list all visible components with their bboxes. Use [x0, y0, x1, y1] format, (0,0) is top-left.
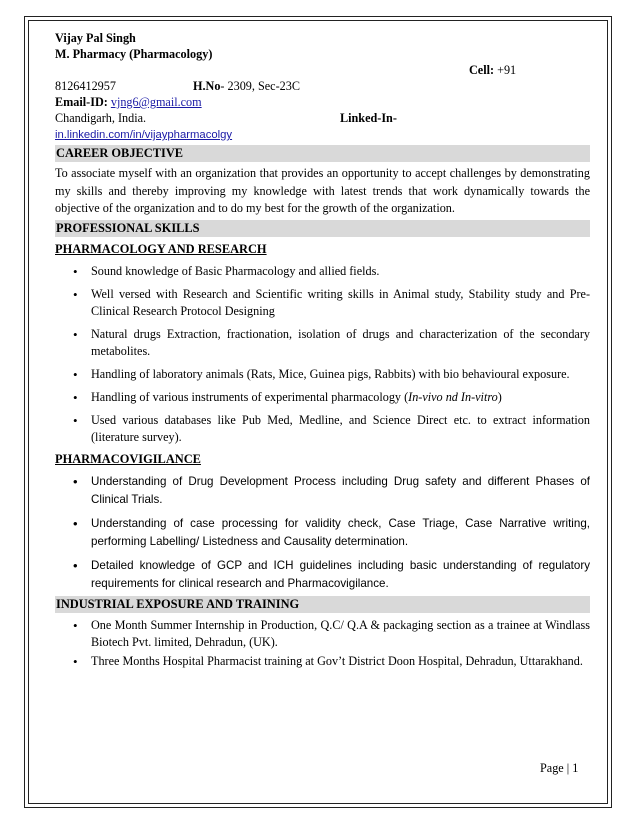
- list-item: • Sound knowledge of Basic Pharmacology and allied fields.: [73, 263, 380, 279]
- bullet-icon: •: [73, 557, 78, 573]
- pharmacology-skills-list: [55, 263, 590, 446]
- phone-number: 8126412957: [55, 79, 116, 93]
- house-label: H.No: [193, 79, 221, 93]
- list-item: • Natural drugs Extraction, fractionation, isolation of drugs and characterization of the secondary metabolites.: [73, 326, 590, 358]
- list-item: • Well versed with Research and Scientific writing skills in Animal study, Stability study and Pre-Clinical Research Protocol Designing: [73, 286, 590, 318]
- list-item: • Understanding of case processing for validity check, Case Triage, Case Narrative writing, performing Labelling/ Listedness and Causality determination.: [73, 515, 590, 548]
- invivo-text: In-vivo nd In-vitro: [408, 389, 498, 404]
- bullet-icon: •: [73, 286, 78, 302]
- candidate-degree: M. Pharmacy (Pharmacology): [55, 47, 213, 61]
- bullet-icon: •: [73, 412, 78, 428]
- city-line: [55, 110, 590, 126]
- bullet-icon: •: [73, 617, 78, 633]
- list-item: • Detailed knowledge of GCP and ICH guidelines including basic understanding of regulatory requirements for clinical research and Pharmacovigilance.: [73, 557, 590, 590]
- bullet-icon: •: [73, 515, 78, 531]
- city: Chandigarh, India.: [55, 111, 147, 125]
- house-value: - 2309, Sec-23C: [220, 79, 300, 93]
- bullet-icon: •: [73, 326, 78, 342]
- career-objective-heading: CAREER OBJECTIVE: [55, 145, 590, 162]
- list-item: • Three Months Hospital Pharmacist training at Gov’t District Doon Hospital, Dehradun, Uttarakhand.: [73, 653, 583, 669]
- pharmacology-research-heading: PHARMACOLOGY AND RESEARCH: [55, 241, 267, 256]
- linkedin-link[interactable]: in.linkedin.com/in/vijaypharmacolgy: [55, 129, 233, 141]
- cell-contact: [469, 62, 516, 78]
- professional-skills-heading: PROFESSIONAL SKILLS: [55, 220, 590, 237]
- bullet-icon: •: [73, 263, 78, 279]
- linkedin-line: [55, 126, 590, 142]
- pharmacovigilance-list: [55, 473, 590, 593]
- page-number: Page | 1: [540, 761, 579, 775]
- bullet-icon: •: [73, 473, 78, 489]
- resume-body: [55, 30, 590, 670]
- email-label: Email-ID:: [55, 95, 108, 109]
- pharmacovigilance-heading: PHARMACOVIGILANCE: [55, 451, 201, 466]
- industrial-exposure-heading: INDUSTRIAL EXPOSURE AND TRAINING: [55, 596, 590, 613]
- bullet-icon: •: [73, 389, 78, 405]
- career-objective-text: To associate myself with an organization that provides an opportunity to accept challenges by demonstrating my skills and thereby improving my knowledge with latest trends that work dynamically towards the objective of the organization and to do my best for the growth of the organization.: [55, 166, 590, 215]
- bullet-icon: •: [73, 366, 78, 382]
- email-link[interactable]: vjng6@gmail.com: [110, 95, 202, 109]
- list-item: • Understanding of Drug Development Process including Drug safety and different Phases of Clinical Trials.: [73, 473, 590, 506]
- list-item: • Handling of laboratory animals (Rats, Mice, Guinea pigs, Rabbits) with bio behavioural exposure.: [73, 366, 570, 382]
- house-address: [193, 78, 300, 94]
- list-item: • Handling of various instruments of experimental pharmacology (In-vivo nd In-vitro): [73, 389, 502, 405]
- cell-label: Cell:: [469, 63, 495, 77]
- cell-code: +91: [497, 63, 517, 77]
- bullet-icon: •: [73, 653, 78, 669]
- industrial-list: [55, 617, 590, 670]
- cell-line: [55, 62, 590, 78]
- candidate-name: Vijay Pal Singh: [55, 31, 136, 45]
- list-item: • One Month Summer Internship in Production, Q.C/ Q.A & packaging section as a trainee at Windlass Biotech Pvt. limited, Dehradun, (UK).: [73, 617, 590, 649]
- phone-line: [55, 78, 590, 94]
- email-line: [55, 94, 590, 110]
- linkedin-label: Linked-In-: [340, 111, 397, 125]
- list-item: • Used various databases like Pub Med, Medline, and Science Direct etc. to extract information (literature survey).: [73, 412, 590, 444]
